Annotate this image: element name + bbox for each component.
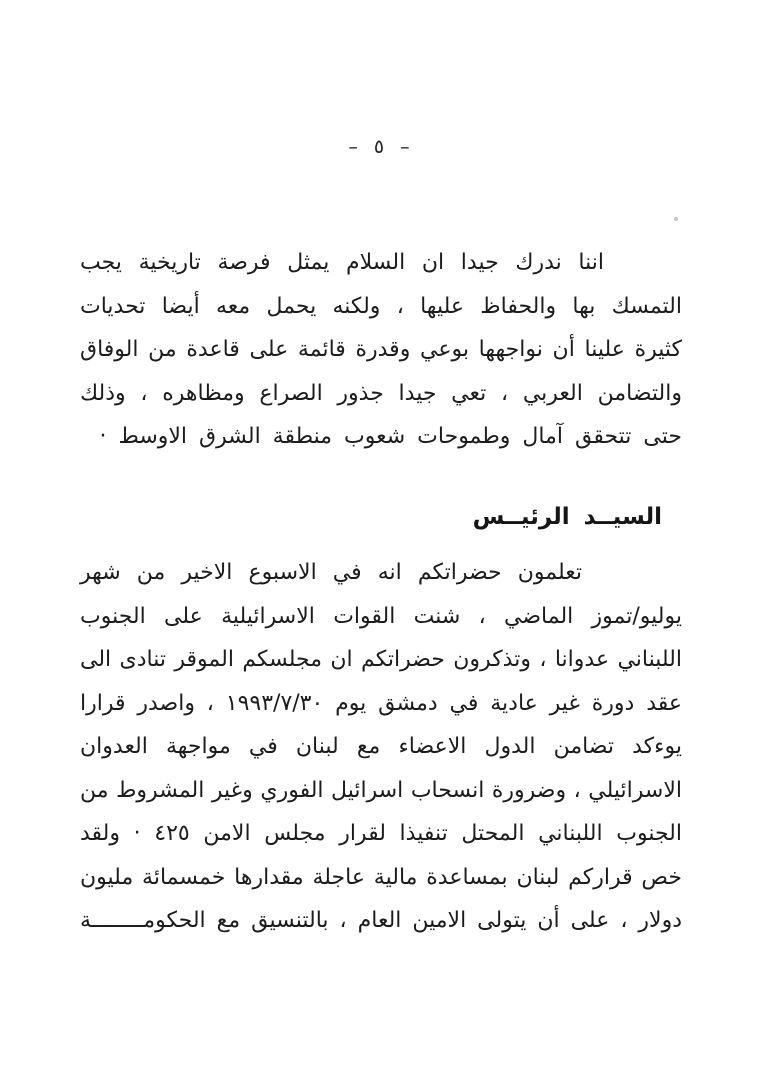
paragraph-1 <box>80 241 682 459</box>
section-heading: السيــد الرئيــس <box>472 504 662 530</box>
text-line: يوليو/تموز الماضي ، شنت القوات الاسرائيلية على الجنوب <box>80 603 682 629</box>
text-line: دولار ، على أن يتولى الامين العام ، بالتنسيق مع الحكومــــــــة <box>80 908 682 933</box>
text-line: حتى تتحقق آمال وطموحات شعوب منطقة الشرق الاوسط · <box>99 424 682 449</box>
text-line: والتضامن العربي ، تعي جيدا جذور الصراع ومظاهره ، وذلك <box>80 380 682 406</box>
text-line: اللبناني عدوانا ، وتذكرون حضراتكم ان مجلسكم الموقر تنادى الى <box>80 647 682 672</box>
text-line: التمسك بها والحفاظ عليها ، ولكنه يحمل معه أيضا تحديات <box>80 293 682 319</box>
scan-speck <box>674 217 678 221</box>
text-line: خص قراركم لبنان بمساعدة مالية عاجلة مقدارها خمسمائة مليون <box>80 864 682 890</box>
text-line: تعلمون حضراتكم انه في الاسبوع الاخير من شهر <box>80 560 582 585</box>
text-line: يوءكد تضامن الدول الاعضاء مع لبنان في مواجهة العدوان <box>80 734 682 759</box>
text-line: عقد دورة غير عادية في دمشق يوم ١٩٩٣/٧/٣٠ ، واصدر قرارا <box>80 690 682 716</box>
text-line: الاسرائيلي ، وضرورة انسحاب اسرائيل الفوري وغير المشروط من <box>80 777 682 803</box>
text-line: الجنوب اللبناني المحتل تنفيذا لقرار مجلس الامن ٤٢٥ · ولقد <box>80 821 682 846</box>
paragraph-2 <box>80 551 682 943</box>
page-number: – ٥ – <box>348 136 410 158</box>
text-line: اننا ندرك جيدا ان السلام يمثل فرصة تاريخية يجب <box>80 250 604 275</box>
text-line: كثيرة علينا أن نواجهها بوعي وقدرة قائمة على قاعدة من الوفاق <box>80 337 682 362</box>
